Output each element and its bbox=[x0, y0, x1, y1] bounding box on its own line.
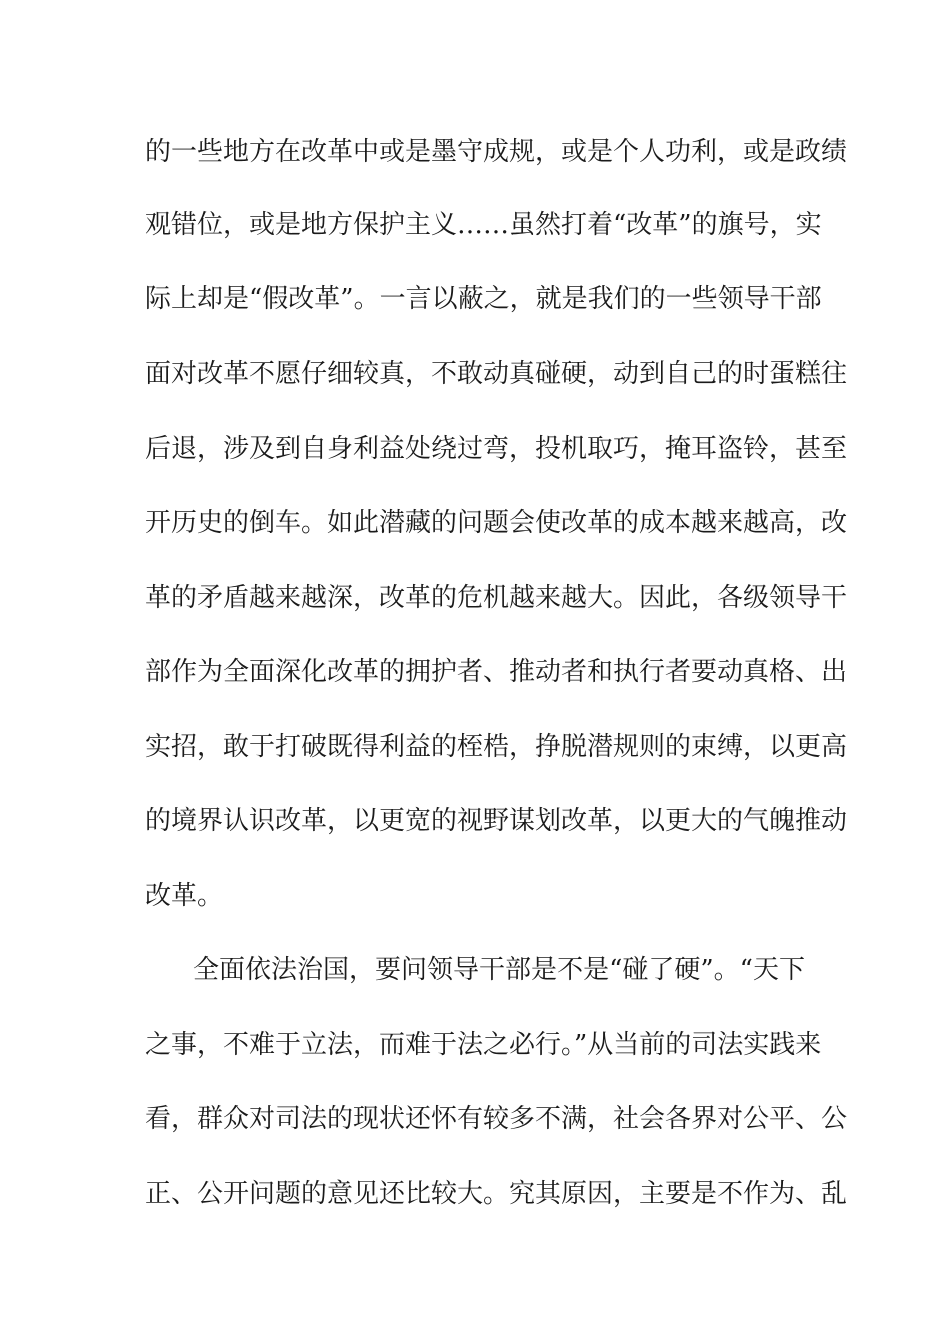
text-line: 面对改革不愿仔细较真，不敢动真碰硬，动到自己的时蛋糕往 bbox=[145, 359, 848, 389]
text-line: 正、公开问题的意见还比较大。究其原因，主要是不作为、乱 bbox=[145, 1179, 848, 1209]
paragraph-first-line: 全面依法治国，要问领导干部是不是“碰了硬”。“天下 bbox=[193, 955, 805, 985]
text-line: 之事，不难于立法，而难于法之必行。”从当前的司法实践来 bbox=[145, 1030, 822, 1060]
text-line: 革的矛盾越来越深，改革的危机越来越大。因此，各级领导干 bbox=[145, 583, 848, 613]
text-line-paragraph-end: 改革。 bbox=[145, 881, 224, 911]
text-line: 实招，敢于打破既得利益的桎梏，挣脱潜规则的束缚，以更高 bbox=[145, 732, 848, 762]
text-line: 看，群众对司法的现状还怀有较多不满，社会各界对公平、公 bbox=[145, 1104, 848, 1134]
text-line: 后退，涉及到自身利益处绕过弯，投机取巧，掩耳盗铃，甚至 bbox=[145, 434, 848, 464]
text-line: 开历史的倒车。如此潜藏的问题会使改革的成本越来越高，改 bbox=[145, 508, 848, 538]
text-line: 的境界认识改革，以更宽的视野谋划改革，以更大的气魄推动 bbox=[145, 806, 848, 836]
text-line: 际上却是“假改革”。一言以蔽之，就是我们的一些领导干部 bbox=[145, 284, 822, 314]
text-line: 的一些地方在改革中或是墨守成规，或是个人功利，或是政绩 bbox=[145, 137, 848, 167]
text-line: 观错位，或是地方保护主义……虽然打着“改革”的旗号，实 bbox=[145, 210, 822, 240]
text-line: 部作为全面深化改革的拥护者、推动者和执行者要动真格、出 bbox=[145, 657, 848, 687]
